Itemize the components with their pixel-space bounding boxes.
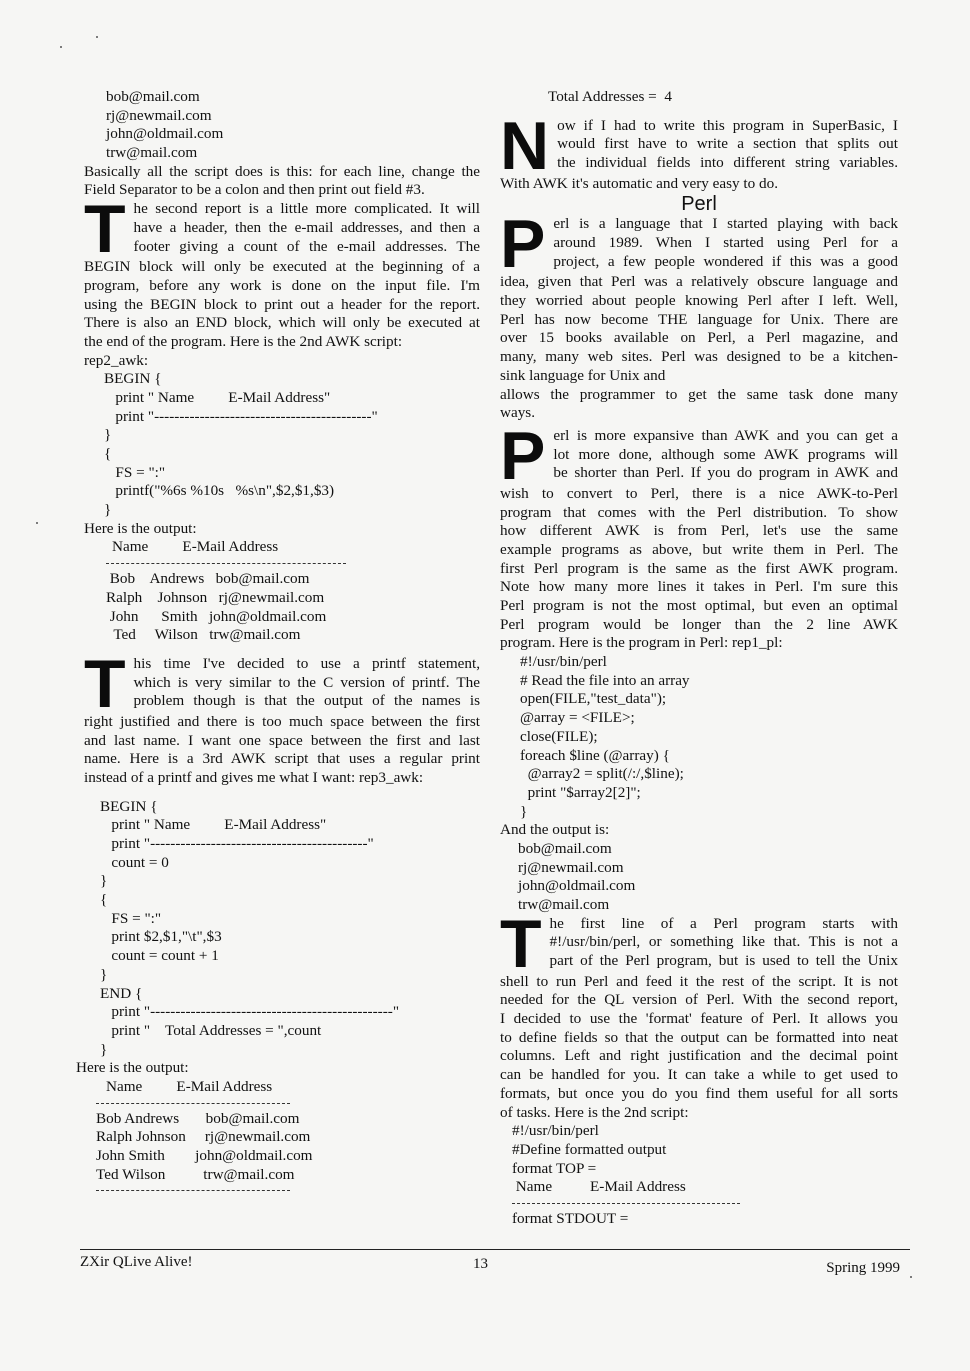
issue-date: Spring 1999: [826, 1260, 900, 1276]
paragraph-line: would first have to write a section that splits out: [557, 135, 898, 153]
dashed-rule: [96, 1190, 290, 1191]
page-number: 13: [473, 1256, 488, 1272]
paragraph-line: around 1989. When I started using Perl for a: [553, 234, 898, 252]
output-row: Ralph Johnson rj@newmail.com: [96, 1128, 311, 1146]
code-line: #!/usr/bin/perl: [520, 653, 607, 671]
paragraph-line: and last name. I want one space between the first and last: [84, 731, 480, 749]
paragraph-line: With AWK it's automatic and very easy to do.: [500, 174, 779, 192]
paragraph-line: Perl has now become THE language for Unix. There are: [500, 310, 898, 328]
scan-speck: [60, 46, 62, 48]
code-line: }: [100, 965, 108, 983]
paragraph-line: how different AWK is from Perl, let's use the same: [500, 522, 898, 540]
code-line: print $2,$1,"\t",$3: [100, 928, 222, 946]
paragraph-line: he second report is a little more complicated. It will: [133, 200, 480, 218]
paragraph-line: rep2_awk:: [84, 351, 149, 369]
code-line: print "------------------------------------------------": [100, 1003, 400, 1021]
paragraph-line: be shorter than Perl. If you do program in AWK and: [553, 464, 898, 482]
awk-script-2: [84, 370, 480, 520]
paragraph-line: his time I've decided to use a printf statement,: [133, 654, 480, 672]
paragraph-line: over 15 books available on Perl, a Perl magazine, and: [500, 329, 898, 347]
paragraph-line: There is also an END block, which will only be executed at: [84, 314, 480, 332]
paragraph-line: he first line of a Perl program starts with: [549, 914, 898, 932]
output-row: Bob Andrews bob@mail.com: [96, 1109, 300, 1127]
code-line: {: [104, 445, 112, 462]
paragraph-line: ways.: [500, 404, 536, 422]
email-list: [500, 840, 898, 915]
perl-script-2: [500, 1122, 898, 1228]
paragraph-line: project, a few people wondered if this was a good: [553, 252, 898, 270]
paragraph-line: Basically all the script does is this: for each line, change the: [84, 162, 480, 180]
drop-cap: T: [84, 191, 126, 268]
paragraph-line: the individual fields into different string variables.: [557, 154, 898, 172]
scan-speck: [910, 1276, 912, 1278]
paragraph-line: problem though is that the output of the names is: [133, 692, 480, 710]
code-line: print "$array2[2]";: [520, 783, 641, 801]
paragraph-line: example programs as above, but write them in Perl. The: [500, 540, 898, 558]
drop-cap: P: [500, 417, 546, 494]
code-line: }: [104, 426, 112, 444]
paragraph-line: program. Here is the program in Perl: rep1_pl:: [500, 634, 783, 652]
paragraph-line: allows the programmer to get the same task done many: [500, 385, 898, 403]
dashed-rule: [106, 563, 346, 564]
output-table-3: [84, 1078, 480, 1191]
scan-speck: [96, 36, 98, 38]
code-line: BEGIN {: [104, 370, 162, 388]
paragraph-line: they worried about people knowing Perl after I left. Well,: [500, 292, 898, 310]
paragraph-line: sink language for Unix and: [500, 366, 666, 384]
section-heading: Perl: [681, 193, 717, 216]
paragraph-line: program, before any work is done on the input file. I'm: [84, 276, 480, 294]
code-line: print " Total Addresses = ",count: [100, 1021, 322, 1039]
code-line: }: [100, 1040, 108, 1058]
awk-script-3: [84, 798, 480, 1060]
code-line: #!/usr/bin/perl: [512, 1122, 599, 1140]
code-line: printf("%6s %10s %s\n",$2,$1,$3): [104, 482, 335, 500]
paragraph-line: Note how many more lines it takes in Perl. I'm sure this: [500, 578, 898, 596]
email-list: [84, 88, 480, 163]
paragraph-printf: [84, 645, 480, 788]
dashed-rule: [96, 1103, 290, 1104]
paragraph-line: wish to convert to Perl, there is a nice AWK-to-Perl: [500, 484, 898, 502]
code-line: print " Name E-Mail Address": [104, 388, 331, 406]
paragraph-line: Field Separator to be a colon and then print out field #3.: [84, 181, 425, 199]
email-line: bob@mail.com: [106, 88, 200, 105]
code-line: format STDOUT =: [512, 1209, 629, 1227]
code-line: format TOP =: [512, 1159, 597, 1177]
output-row: John Smith john@oldmail.com: [96, 1147, 313, 1164]
code-line: #Define formatted output: [512, 1140, 667, 1158]
code-line: count = count + 1: [100, 947, 219, 965]
paragraph-line: BEGIN block will only be executed at the beginning of a: [84, 258, 480, 276]
email-line: john@oldmail.com: [106, 125, 224, 143]
paragraph-line: ow if I had to write this program in SuperBasic, I: [557, 116, 898, 134]
left-column: [76, 88, 480, 1197]
code-line: count = 0: [100, 853, 169, 871]
page-footer: [80, 1249, 910, 1290]
paragraph-line: name. Here is a 3rd AWK script that uses a regular print: [84, 750, 480, 768]
code-line: print " Name E-Mail Address": [100, 816, 327, 834]
output-intro: Here is the output:: [76, 1059, 189, 1077]
output-header: Name E-Mail Address: [112, 538, 279, 556]
paragraph-line: which is very similar to the C version of printf. The: [133, 673, 480, 691]
paragraph-line: to define fields so that the output can be formatted into neat: [500, 1028, 898, 1046]
output-row: Ted Wilson trw@mail.com: [96, 1165, 295, 1183]
perl-script-1: [500, 653, 898, 821]
output-table-2: [84, 538, 480, 644]
drop-cap: T: [84, 645, 126, 722]
code-line: @array = <FILE>;: [520, 709, 635, 727]
drop-cap: N: [500, 107, 550, 184]
code-line: foreach $line (@array) {: [520, 746, 670, 764]
paragraph-first-line: [500, 905, 898, 1123]
paragraph-line: I decided to use the 'format' feature of Perl. It allows you: [500, 1010, 898, 1028]
paragraph-line: many, many web sites. Perl was designed to be a kitchen-: [500, 348, 898, 366]
paragraph-line: program that comes with the Perl distribution. To show: [500, 503, 898, 521]
scan-speck: [36, 522, 38, 524]
output-row: Ralph Johnson rj@newmail.com: [106, 588, 325, 606]
paragraph-line: right justified and there is too much space between the first: [84, 712, 480, 730]
paragraph-perl-intro: [500, 206, 898, 423]
output-row: John Smith john@oldmail.com: [106, 607, 327, 625]
code-line: # Read the file into an array: [520, 671, 690, 689]
email-line: rj@newmail.com: [106, 106, 212, 124]
code-line: open(FILE,"test_data");: [520, 690, 667, 708]
paragraph-line: erl is a language that I started playing with back: [553, 215, 898, 233]
magazine-title: ZXir QLive Alive!: [80, 1254, 193, 1270]
drop-cap: P: [500, 206, 546, 283]
paragraph-line: using the BEGIN block to print out a header for the report.: [84, 295, 480, 313]
code-line: FS = ":": [100, 909, 162, 927]
paragraph-second-report: [84, 191, 480, 370]
drop-cap: T: [500, 905, 542, 982]
paragraph-line: first Perl program is the same as the first AWK program.: [500, 559, 898, 577]
paragraph-line: lot more done, although some AWK programs will: [553, 445, 898, 463]
paragraph-line: of tasks. Here is the 2nd script:: [500, 1103, 689, 1121]
output-intro: Here is the output:: [84, 519, 197, 537]
email-line: bob@mail.com: [518, 839, 612, 857]
paragraph-line: Perl program is not the most optimal, but even an optimal: [500, 597, 898, 614]
email-line: trw@mail.com: [106, 144, 198, 162]
code-line: print "-------------------------------------------": [104, 407, 378, 425]
output-row: Bob Andrews bob@mail.com: [106, 570, 310, 588]
paragraph-line: formats, but once you do you find them useful for all sorts: [500, 1084, 898, 1102]
output-intro: And the output is:: [500, 821, 610, 839]
paragraph-line: have a header, then the e-mail addresses, and then a: [133, 218, 480, 236]
code-line: {: [100, 891, 108, 909]
email-line: rj@newmail.com: [518, 858, 624, 876]
paragraph-line: the end of the program. Here is the 2nd AWK script:: [84, 332, 403, 350]
code-line: Name E-Mail Address: [512, 1178, 686, 1196]
dashed-rule: [512, 1203, 740, 1204]
paragraph-line: columns. Left and right justification and the decimal point: [500, 1047, 898, 1065]
email-line: john@oldmail.com: [518, 877, 636, 895]
paragraph-line: can be handled for you. It can take a while to get used to: [500, 1066, 898, 1084]
code-line: close(FILE);: [520, 727, 598, 745]
output-header: Name E-Mail Address: [106, 1077, 273, 1095]
paragraph-line: #!/usr/bin/perl, or something like that. This is not a: [549, 933, 898, 951]
code-line: FS = ":": [104, 463, 166, 481]
paragraph-line: Perl program would be longer than the 2 line AWK: [500, 615, 898, 633]
code-line: }: [100, 872, 108, 890]
right-column: [500, 88, 898, 1229]
code-line: BEGIN {: [100, 797, 158, 815]
code-line: END {: [100, 984, 143, 1002]
total-addresses: Total Addresses = 4: [548, 88, 672, 105]
paragraph-perl-expansive: [500, 417, 898, 653]
output-row: Ted Wilson trw@mail.com: [106, 626, 301, 644]
paragraph-line: erl is more expansive than AWK and you can get a: [553, 426, 898, 444]
paragraph-line: instead of a printf and gives me what I want: rep3_awk:: [84, 768, 424, 786]
code-line: }: [104, 501, 112, 519]
code-line: }: [520, 802, 528, 820]
code-line: @array2 = split(/:/,$line);: [520, 765, 684, 783]
paragraph-line: idea, given that Perl was a relatively obscure language and: [500, 273, 898, 291]
paragraph-line: part of the Perl program, but is used to tell the Unix: [549, 952, 898, 970]
paragraph-line: needed for the QL version of Perl. With the second report,: [500, 991, 898, 1009]
code-line: print "-------------------------------------------": [100, 835, 374, 852]
email-line: trw@mail.com: [518, 896, 610, 913]
paragraph-line: shell to run Perl and feed it the rest of the script. It is not: [500, 972, 898, 990]
paragraph-superbasic: [500, 107, 898, 194]
paragraph-line: footer giving a count of the e-mail addresses. The: [133, 237, 480, 255]
